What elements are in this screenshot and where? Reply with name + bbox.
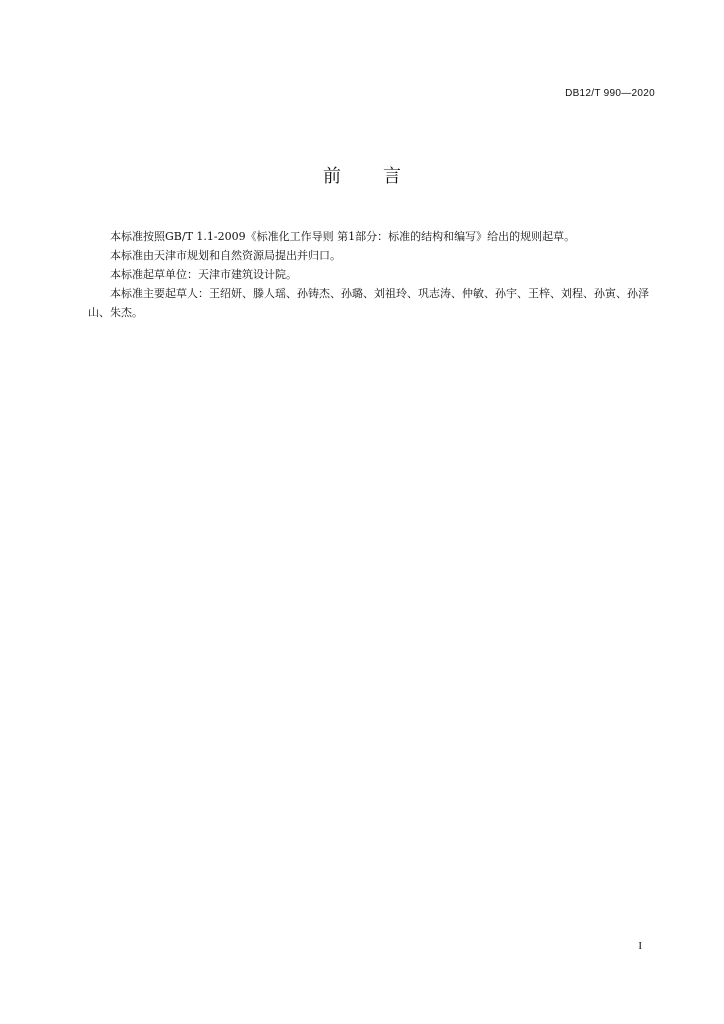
document-code: DB12/T 990—2020	[565, 88, 655, 99]
paragraph-drafting-unit: 本标准起草单位：天津市建筑设计院。	[110, 268, 297, 281]
title-char-1: 前	[323, 166, 341, 187]
title-char-2: 言	[383, 166, 401, 187]
paragraph-proposer: 本标准由天津市规划和自然资源局提出并归口。	[110, 249, 341, 262]
paragraph-drafters: 本标准主要起草人：王绍妍、滕人瑶、孙铸杰、孙璐、刘祖玲、巩志涛、仲敏、孙宇、王梓、刘程、孙寅、孙泽山、朱杰。	[88, 287, 649, 319]
page-title	[0, 162, 724, 188]
paragraph-drafting-rules: 本标准按照GB/T 1.1-2009《标准化工作导则 第1部分：标准的结构和编写》给出的规则起草。	[110, 230, 576, 243]
foreword-body	[88, 227, 660, 322]
page-number: I	[638, 940, 642, 952]
